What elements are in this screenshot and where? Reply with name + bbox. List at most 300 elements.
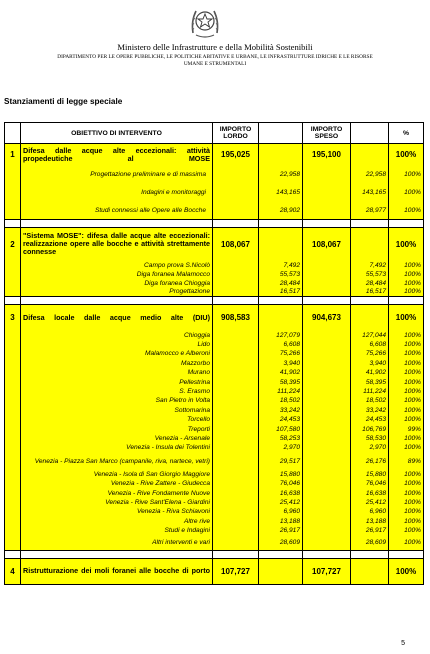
item-row [5,517,424,526]
item-label: Malamocco e Alberoni [21,349,213,358]
item-blank-1 [213,387,259,396]
item-lordo: 127,079 [259,331,303,340]
item-label: Torcello [21,415,213,424]
item-num-cell [5,424,21,433]
item-blank-2 [303,424,351,433]
item-pct: 100% [389,368,424,377]
group-row [5,305,424,331]
item-blank-1 [213,517,259,526]
item-pct: 99% [389,424,424,433]
item-lordo: 41,902 [259,368,303,377]
item-speso: 26,176 [351,453,389,470]
item-num-cell [5,288,21,297]
item-num-cell [5,377,21,386]
appropriations-table [4,122,424,585]
item-speso: 16,638 [351,488,389,497]
item-speso: 58,395 [351,377,389,386]
item-num-cell [5,434,21,443]
department-name [2,54,428,69]
item-speso: 143,165 [351,184,389,202]
item-lordo: 58,395 [259,377,303,386]
item-lordo: 58,253 [259,434,303,443]
item-row [5,470,424,479]
spacer-cell [351,297,389,305]
item-speso: 22,958 [351,166,389,184]
item-label: Diga foranea Chioggia [21,279,213,288]
item-blank-1 [213,470,259,479]
header-blank-2 [351,123,389,144]
item-speso: 41,902 [351,368,389,377]
item-lordo: 111,224 [259,387,303,396]
item-speso: 25,412 [351,498,389,507]
item-label: Venezia - Rive Zattere - Giudecca [21,479,213,488]
group-lordo: 195,025 [213,144,259,166]
item-label: Pellestrina [21,377,213,386]
item-pct: 100% [389,479,424,488]
group-number: 4 [5,558,21,584]
item-num-cell [5,517,21,526]
group-blank-2 [351,558,389,584]
item-label: Treporti [21,424,213,433]
item-speso: 75,266 [351,349,389,358]
item-label: Progettazione [21,288,213,297]
item-speso: 2,970 [351,443,389,452]
item-num-cell [5,443,21,452]
item-label: Venezia - Rive Sant'Elena - Giardini [21,498,213,507]
item-row [5,368,424,377]
item-row [5,340,424,349]
group-speso: 904,673 [303,305,351,331]
item-num-cell [5,507,21,516]
item-num-cell [5,415,21,424]
group-row [5,558,424,584]
item-lordo: 107,580 [259,424,303,433]
item-pct: 100% [389,202,424,220]
spacer-row [5,550,424,558]
item-speso: 28,484 [351,279,389,288]
group-pct: 100% [389,144,424,166]
group-title: Ristrutturazione dei moli foranei alle bocche di porto [21,558,213,584]
item-pct: 100% [389,498,424,507]
item-row [5,166,424,184]
header-objective: OBIETTIVO DI INTERVENTO [21,123,213,144]
item-num-cell [5,526,21,535]
item-label: Venezia - Isola di San Giorgio Maggiore [21,470,213,479]
item-row [5,270,424,279]
item-blank-1 [213,270,259,279]
item-blank-1 [213,368,259,377]
item-num-cell [5,184,21,202]
item-label: Lido [21,340,213,349]
item-blank-1 [213,453,259,470]
item-lordo: 55,573 [259,270,303,279]
item-pct: 100% [389,331,424,340]
spacer-cell [389,297,424,305]
item-blank-1 [213,507,259,516]
item-row [5,498,424,507]
header-blank-1 [259,123,303,144]
item-lordo: 75,266 [259,349,303,358]
spacer-cell [351,550,389,558]
item-row [5,396,424,405]
header-speso-line2: SPESO [314,133,339,140]
item-label: Venezia - Arsenale [21,434,213,443]
item-blank-2 [303,396,351,405]
item-blank-2 [303,507,351,516]
item-num-cell [5,498,21,507]
item-label: Studi e Indagini [21,526,213,535]
item-pct: 100% [389,377,424,386]
item-num-cell [5,406,21,415]
item-blank-2 [303,434,351,443]
item-pct: 100% [389,535,424,550]
item-blank-1 [213,202,259,220]
item-pct: 100% [389,470,424,479]
group-number: 2 [5,228,21,261]
item-speso: 55,573 [351,270,389,279]
header-speso [303,123,351,144]
item-blank-1 [213,424,259,433]
item-row [5,377,424,386]
item-blank-1 [213,359,259,368]
department-line-1: DIPARTIMENTO PER LE OPERE PUBBLICHE, LE POLITICHE ABITATIVE E URBANE, LE INFRASTRUTTURE IDRICHE E LE RISORSE [57,54,373,60]
item-num-cell [5,331,21,340]
item-pct: 100% [389,261,424,270]
item-blank-2 [303,377,351,386]
item-lordo: 22,958 [259,166,303,184]
spacer-cell [5,220,21,228]
spacer-row [5,297,424,305]
group-blank-1 [259,144,303,166]
item-lordo: 6,608 [259,340,303,349]
item-blank-1 [213,526,259,535]
item-lordo: 28,902 [259,202,303,220]
item-pct: 100% [389,279,424,288]
item-blank-1 [213,396,259,405]
item-lordo: 25,412 [259,498,303,507]
item-num-cell [5,470,21,479]
item-blank-1 [213,349,259,358]
spacer-cell [21,220,213,228]
spacer-cell [21,297,213,305]
spacer-cell [5,297,21,305]
item-label: Sottomarina [21,406,213,415]
spacer-cell [259,550,303,558]
spacer-cell [351,220,389,228]
item-label: Diga foranea Malamocco [21,270,213,279]
item-row [5,387,424,396]
item-speso: 6,608 [351,340,389,349]
item-pct: 100% [389,166,424,184]
table-header-row [5,123,424,144]
item-blank-2 [303,349,351,358]
item-blank-2 [303,535,351,550]
item-blank-1 [213,377,259,386]
item-blank-2 [303,453,351,470]
item-blank-1 [213,340,259,349]
item-row [5,488,424,497]
item-pct: 100% [389,434,424,443]
group-lordo: 107,727 [213,558,259,584]
group-lordo: 108,067 [213,228,259,261]
group-title: "Sistema MOSE": difesa dalle acque alte eccezionali: realizzazione opere alle bocche e attività strettamente connesse [21,228,213,261]
item-blank-2 [303,368,351,377]
item-pct: 100% [389,507,424,516]
item-row [5,261,424,270]
group-blank-1 [259,305,303,331]
spacer-cell [389,550,424,558]
group-pct: 100% [389,558,424,584]
group-speso: 195,100 [303,144,351,166]
spacer-cell [303,550,351,558]
header-num-cell [5,123,21,144]
item-num-cell [5,279,21,288]
item-blank-2 [303,340,351,349]
item-blank-1 [213,331,259,340]
item-lordo: 26,917 [259,526,303,535]
item-blank-2 [303,270,351,279]
item-lordo: 29,517 [259,453,303,470]
item-pct: 100% [389,517,424,526]
spacer-cell [213,220,259,228]
item-num-cell [5,479,21,488]
spacer-cell [303,297,351,305]
item-lordo: 16,517 [259,288,303,297]
item-row [5,415,424,424]
header-lordo-line2: LORDO [223,133,248,140]
item-lordo: 3,940 [259,359,303,368]
item-num-cell [5,368,21,377]
item-speso: 3,940 [351,359,389,368]
item-blank-2 [303,359,351,368]
group-number: 3 [5,305,21,331]
item-label: Venezia - Piazza San Marco (campanile, riva, nartece, vetri) [21,453,213,470]
item-num-cell [5,453,21,470]
group-row [5,228,424,261]
table-body [5,123,424,585]
spacer-cell [259,220,303,228]
item-lordo: 15,880 [259,470,303,479]
group-blank-2 [351,144,389,166]
item-lordo: 76,046 [259,479,303,488]
item-blank-1 [213,498,259,507]
item-blank-2 [303,526,351,535]
item-blank-2 [303,202,351,220]
group-pct: 100% [389,305,424,331]
group-title: Difesa dalle acque alte eccezionali: attività propedeutiche al MOSE [21,144,213,166]
item-num-cell [5,349,21,358]
header-speso-line1: IMPORTO [310,126,343,133]
group-blank-1 [259,228,303,261]
item-speso: 106,769 [351,424,389,433]
item-lordo: 6,960 [259,507,303,516]
item-row [5,535,424,550]
item-pct: 100% [389,270,424,279]
group-number: 1 [5,144,21,166]
item-blank-1 [213,279,259,288]
item-blank-2 [303,279,351,288]
item-pct: 89% [389,453,424,470]
item-pct: 100% [389,184,424,202]
item-label: Indagini e monitoraggi [21,184,213,202]
item-num-cell [5,166,21,184]
item-lordo: 24,453 [259,415,303,424]
item-num-cell [5,488,21,497]
item-pct: 100% [389,396,424,405]
item-blank-1 [213,288,259,297]
spacer-cell [213,550,259,558]
item-label: Altre rive [21,517,213,526]
item-blank-1 [213,166,259,184]
item-lordo: 28,484 [259,279,303,288]
item-speso: 33,242 [351,406,389,415]
item-num-cell [5,396,21,405]
item-num-cell [5,270,21,279]
item-row [5,453,424,470]
header-lordo-line1: IMPORTO [219,126,252,133]
item-row [5,507,424,516]
item-blank-2 [303,443,351,452]
item-blank-2 [303,288,351,297]
group-speso: 107,727 [303,558,351,584]
item-speso: 28,977 [351,202,389,220]
spacer-cell [259,297,303,305]
item-lordo: 16,638 [259,488,303,497]
item-pct: 100% [389,488,424,497]
item-row [5,443,424,452]
item-blank-2 [303,261,351,270]
group-pct: 100% [389,228,424,261]
item-label: Venezia - Rive Fondamente Nuove [21,488,213,497]
department-line-2: UMANE E STRUMENTALI [183,61,247,68]
group-blank-2 [351,228,389,261]
item-speso: 28,609 [351,535,389,550]
item-num-cell [5,387,21,396]
item-blank-2 [303,415,351,424]
item-row [5,434,424,443]
item-row [5,184,424,202]
item-blank-2 [303,498,351,507]
item-speso: 16,517 [351,288,389,297]
item-num-cell [5,261,21,270]
item-row [5,479,424,488]
item-num-cell [5,340,21,349]
item-pct: 100% [389,443,424,452]
ministry-name: Ministero delle Infrastrutture e della Mobilità Sostenibili [117,42,313,52]
item-pct: 100% [389,349,424,358]
group-lordo: 908,583 [213,305,259,331]
item-speso: 58,530 [351,434,389,443]
item-blank-1 [213,434,259,443]
item-blank-1 [213,184,259,202]
item-row [5,359,424,368]
item-lordo: 18,502 [259,396,303,405]
item-pct: 100% [389,406,424,415]
item-lordo: 143,165 [259,184,303,202]
group-title: Difesa locale dalle acque medio alte (DIU) [21,305,213,331]
item-label: Chioggia [21,331,213,340]
item-lordo: 13,188 [259,517,303,526]
item-row [5,202,424,220]
item-num-cell [5,359,21,368]
item-lordo: 2,970 [259,443,303,452]
item-blank-2 [303,479,351,488]
group-blank-1 [259,558,303,584]
item-speso: 15,880 [351,470,389,479]
item-blank-1 [213,443,259,452]
item-label: San Pietro in Volta [21,396,213,405]
item-row [5,349,424,358]
item-blank-2 [303,184,351,202]
header-pct: % [389,123,424,144]
item-label: Venezia - Riva Schiavoni [21,507,213,516]
item-row [5,424,424,433]
item-speso: 6,960 [351,507,389,516]
item-lordo: 7,492 [259,261,303,270]
item-row [5,526,424,535]
spacer-cell [389,220,424,228]
item-label: Mazzorbo [21,359,213,368]
item-pct: 100% [389,340,424,349]
item-blank-1 [213,535,259,550]
section-title: Stanziamenti di legge speciale [4,97,123,106]
item-label: Venezia - Insula dei Tolentini [21,443,213,452]
group-speso: 108,067 [303,228,351,261]
item-blank-1 [213,479,259,488]
item-pct: 100% [389,387,424,396]
page-number: 5 [401,640,405,647]
item-speso: 26,917 [351,526,389,535]
item-blank-2 [303,331,351,340]
item-blank-2 [303,406,351,415]
spacer-cell [303,220,351,228]
item-row [5,279,424,288]
item-label: S. Erasmo [21,387,213,396]
item-blank-2 [303,387,351,396]
republic-emblem-icon [188,3,222,39]
item-blank-1 [213,406,259,415]
item-speso: 7,492 [351,261,389,270]
item-pct: 100% [389,359,424,368]
item-label: Murano [21,368,213,377]
item-pct: 100% [389,526,424,535]
item-blank-2 [303,166,351,184]
item-row [5,288,424,297]
item-speso: 76,046 [351,479,389,488]
item-pct: 100% [389,415,424,424]
item-speso: 24,453 [351,415,389,424]
item-num-cell [5,535,21,550]
item-num-cell [5,202,21,220]
item-blank-1 [213,415,259,424]
item-label: Studi connessi alle Opere alle Bocche [21,202,213,220]
spacer-cell [5,550,21,558]
item-speso: 18,502 [351,396,389,405]
spacer-row [5,220,424,228]
header-lordo [213,123,259,144]
item-speso: 111,224 [351,387,389,396]
item-blank-2 [303,470,351,479]
item-row [5,406,424,415]
spacer-cell [21,550,213,558]
item-label: Altri interventi e vari [21,535,213,550]
spacer-cell [213,297,259,305]
group-blank-2 [351,305,389,331]
item-row [5,331,424,340]
item-speso: 13,188 [351,517,389,526]
item-lordo: 33,242 [259,406,303,415]
item-label: Campo prova S.Nicolò [21,261,213,270]
